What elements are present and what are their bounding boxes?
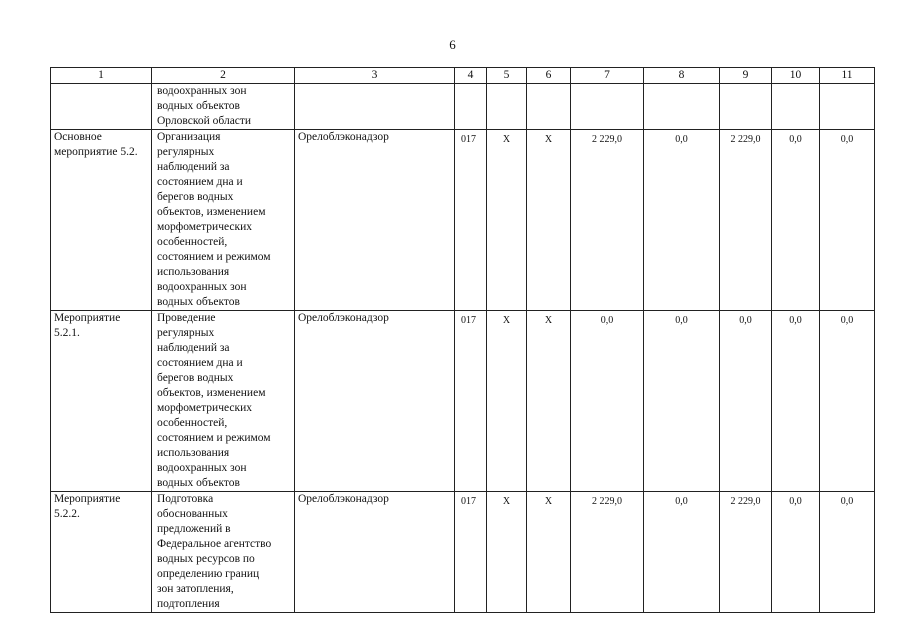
description-line: предложений в <box>157 523 231 535</box>
description-line: водоохранных зон <box>157 85 247 97</box>
code-cell: 017 <box>455 130 487 311</box>
value-cell-c5: X <box>487 130 527 311</box>
value-cell-c11: 0,0 <box>820 492 875 613</box>
description-line: состоянием дна и <box>157 176 243 188</box>
value-cell-c10: 0,0 <box>772 130 820 311</box>
description-line: водных объектов <box>157 296 240 308</box>
column-number: 4 <box>455 68 487 84</box>
value-cell-c5 <box>487 84 527 130</box>
value-cell-c10: 0,0 <box>772 311 820 492</box>
value-cell-c9 <box>720 84 772 130</box>
code-cell <box>455 84 487 130</box>
column-number: 2 <box>152 68 295 84</box>
column-number: 5 <box>487 68 527 84</box>
activity-description-cell <box>152 84 295 130</box>
column-number: 8 <box>644 68 720 84</box>
value-cell-c7: 2 229,0 <box>571 492 644 613</box>
column-number: 7 <box>571 68 644 84</box>
activity-description-cell <box>152 492 295 613</box>
column-number: 11 <box>820 68 875 84</box>
description-line: водных объектов <box>157 100 240 112</box>
value-cell-c8 <box>644 84 720 130</box>
description-line: наблюдений за <box>157 342 230 354</box>
table-row <box>51 84 875 130</box>
value-cell-c9: 2 229,0 <box>720 492 772 613</box>
description-line: определению границ <box>157 568 260 580</box>
executor-cell: Орелоблэконадзор <box>295 311 455 492</box>
value-cell-c9: 0,0 <box>720 311 772 492</box>
value-cell-c6: X <box>527 311 571 492</box>
description-line: наблюдений за <box>157 161 230 173</box>
executor-cell <box>295 84 455 130</box>
code-cell: 017 <box>455 492 487 613</box>
program-table <box>50 67 875 613</box>
description-line: Федеральное агентство <box>157 538 272 550</box>
description-line: особенностей, <box>157 417 228 429</box>
value-cell-c6: X <box>527 130 571 311</box>
page-number: 6 <box>449 37 456 52</box>
activity-name-cell: Мероприятие 5.2.1. <box>51 311 152 492</box>
value-cell-c5: X <box>487 311 527 492</box>
value-cell-c6: X <box>527 492 571 613</box>
description-line: регулярных <box>157 327 215 339</box>
description-line: водных объектов <box>157 477 240 489</box>
description-line: Орловской области <box>157 115 252 127</box>
code-cell: 017 <box>455 311 487 492</box>
column-number: 6 <box>527 68 571 84</box>
description-line: берегов водных <box>157 191 234 203</box>
value-cell-c8: 0,0 <box>644 492 720 613</box>
column-number: 3 <box>295 68 455 84</box>
value-cell-c10: 0,0 <box>772 492 820 613</box>
activity-name-cell <box>51 84 152 130</box>
description-line: Организация <box>157 131 221 143</box>
description-line: состоянием и режимом <box>157 432 271 444</box>
description-line: использования <box>157 447 230 459</box>
description-line: использования <box>157 266 230 278</box>
table-row <box>51 130 875 311</box>
value-cell-c7: 2 229,0 <box>571 130 644 311</box>
description-line: морфометрических <box>157 221 252 233</box>
activity-name-cell: Мероприятие 5.2.2. <box>51 492 152 613</box>
description-line: водоохранных зон <box>157 462 247 474</box>
table-row <box>51 492 875 613</box>
description-line: зон затопления, <box>157 583 234 595</box>
value-cell-c11: 0,0 <box>820 130 875 311</box>
description-line: особенностей, <box>157 236 228 248</box>
description-line: обоснованных <box>157 508 228 520</box>
value-cell-c8: 0,0 <box>644 311 720 492</box>
description-line: объектов, изменением <box>157 387 266 399</box>
value-cell-c8: 0,0 <box>644 130 720 311</box>
description-line: состоянием дна и <box>157 357 243 369</box>
executor-cell: Орелоблэконадзор <box>295 492 455 613</box>
table-row <box>51 311 875 492</box>
column-number: 10 <box>772 68 820 84</box>
description-line: водных ресурсов по <box>157 553 255 565</box>
value-cell-c11 <box>820 84 875 130</box>
activity-description-cell <box>152 311 295 492</box>
description-line: объектов, изменением <box>157 206 266 218</box>
description-line: подтопления <box>157 598 220 610</box>
value-cell-c9: 2 229,0 <box>720 130 772 311</box>
description-line: водоохранных зон <box>157 281 247 293</box>
description-line: Подготовка <box>157 493 214 505</box>
description-line: морфометрических <box>157 402 252 414</box>
column-number-row <box>51 68 875 84</box>
column-number: 1 <box>51 68 152 84</box>
description-line: регулярных <box>157 146 215 158</box>
executor-cell: Орелоблэконадзор <box>295 130 455 311</box>
activity-description-cell <box>152 130 295 311</box>
value-cell-c7: 0,0 <box>571 311 644 492</box>
activity-name-cell: Основное мероприятие 5.2. <box>51 130 152 311</box>
value-cell-c10 <box>772 84 820 130</box>
value-cell-c5: X <box>487 492 527 613</box>
value-cell-c11: 0,0 <box>820 311 875 492</box>
value-cell-c7 <box>571 84 644 130</box>
description-line: берегов водных <box>157 372 234 384</box>
description-line: состоянием и режимом <box>157 251 271 263</box>
description-line: Проведение <box>157 312 216 324</box>
value-cell-c6 <box>527 84 571 130</box>
column-number: 9 <box>720 68 772 84</box>
